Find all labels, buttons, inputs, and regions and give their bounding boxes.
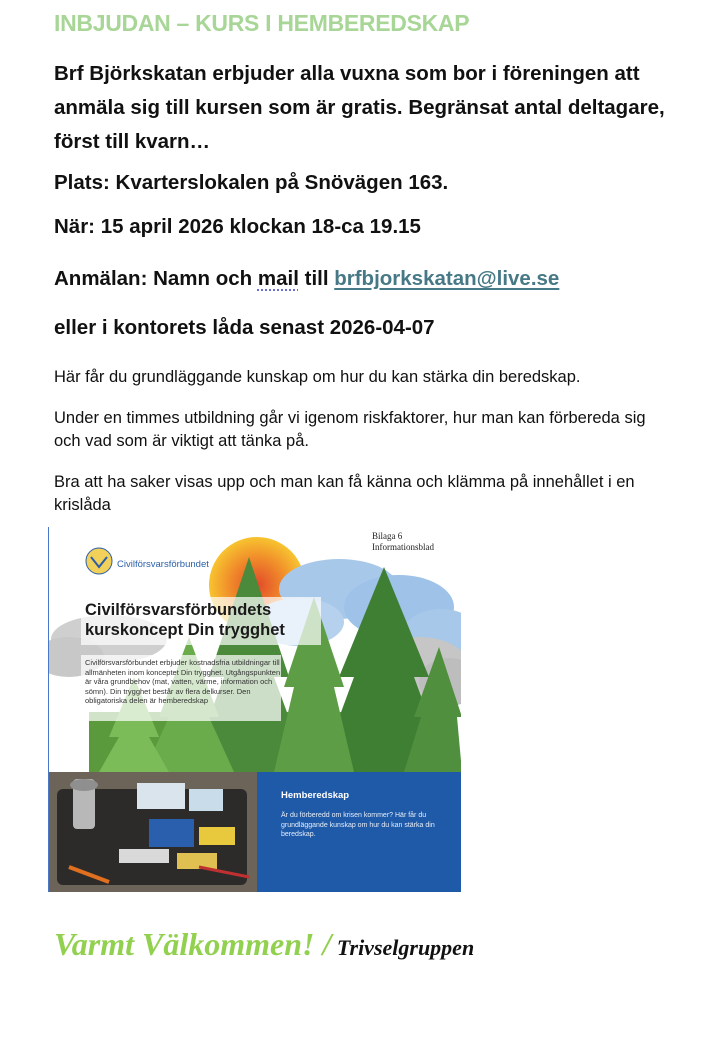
- welcome-signature: Trivselgruppen: [331, 935, 475, 960]
- flyer-body-text: Civilförsvarsförbundet erbjuder kostnadsfria utbildningar till allmänheten inom konceptet Din trygghet. Utgångspunkten är våra grundbehov (mat, vatten, värme, information och sömn). Din trygghet består av flera delkurser. Den obligatoriska delen är hemberedskap: [85, 658, 281, 705]
- page-heading: INBJUDAN – KURS I HEMBEREDSKAP: [54, 10, 470, 36]
- email-link[interactable]: brfbjorkskatan@live.se: [334, 267, 560, 290]
- logo-emblem: [86, 548, 112, 574]
- appendix-label: [372, 531, 434, 553]
- registration-line: [54, 267, 559, 291]
- welcome-signoff: [54, 926, 474, 963]
- appendix-type: Informationsblad: [372, 542, 434, 552]
- mail-word: mail: [257, 267, 299, 290]
- course-flyer-image: [48, 527, 461, 892]
- paragraph-knowledge: Här får du grundläggande kunskap om hur du kan stärka din beredskap.: [54, 368, 581, 386]
- paragraph-crisis-box: Bra att ha saker visas upp och man kan få känna och klämma på innehållet i en krislåda: [54, 473, 635, 514]
- flyer-title: Civilförsvarsförbundets kurskoncept Din trygghet: [85, 601, 285, 639]
- location-line: Plats: Kvarterslokalen på Snövägen 163.: [54, 171, 449, 194]
- flyer-panel-text: Är du förberedd om krisen kommer? Här får du grundläggande kunskap om hur du kan stärka din beredskap.: [281, 812, 435, 838]
- paragraph-training: Under en timmes utbildning går vi igenom riskfaktorer, hur man kan förbereda sig och vad som är viktigt att tänka på.: [54, 409, 646, 450]
- flyer-panel-title: Hemberedskap: [281, 790, 350, 801]
- flyer-logo-text: Civilförsvarsförbundet: [117, 559, 209, 570]
- intro-text: Brf Björkskatan erbjuder alla vuxna som bor i föreningen att anmäla sig till kursen som är gratis. Begränsat antal deltagare, först till kvarn…: [54, 62, 665, 153]
- date-time-line: När: 15 april 2026 klockan 18-ca 19.15: [54, 215, 421, 238]
- office-box-line: eller i kontorets låda senast 2026-04-07: [54, 316, 435, 339]
- appendix-number: Bilaga 6: [372, 531, 403, 541]
- registration-prefix: Anmälan: Namn och: [54, 267, 258, 290]
- registration-middle: till: [298, 267, 335, 290]
- welcome-greeting: Varmt Välkommen! /: [54, 926, 332, 962]
